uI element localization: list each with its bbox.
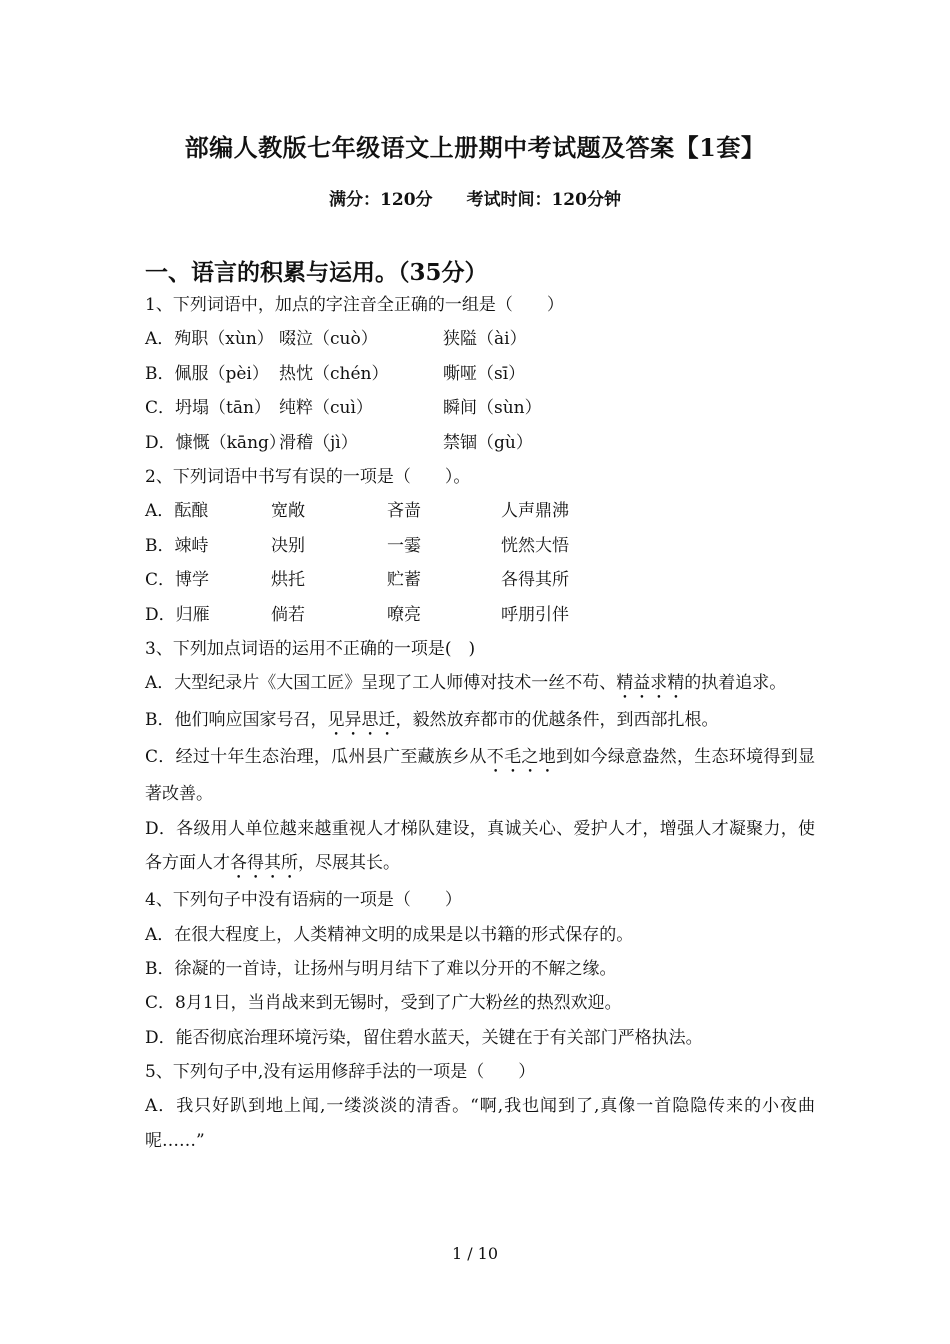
question-4-stem: 4、下列句子中没有语病的一项是（ ） (145, 890, 462, 911)
option-item: 各得其所 (501, 570, 569, 591)
option-item: 一霎 (387, 535, 421, 556)
option-item: 倘若 (271, 604, 305, 625)
question-2-option-c (145, 563, 815, 597)
question-1-stem: 1、下列词语中，加点的字注音全正确的一组是（ ） (145, 295, 564, 315)
option-item: 宽敞 (271, 501, 305, 522)
dotted-word: 不毛之地 (486, 747, 556, 768)
option-item: 禁锢（gù） (443, 432, 533, 453)
option-item: B．佩服（pèi） (145, 363, 269, 384)
question-1-option-d (145, 426, 815, 460)
option-item: 呼朋引伴 (501, 604, 569, 625)
dotted-word: 见异思迁 (327, 710, 396, 731)
question-4-option-a: A．在很大程度上，人类精神文明的成果是以书籍的形式保存的。 (145, 924, 634, 945)
option-item: D．慷慨（kāng） (145, 432, 286, 453)
option-text: A．大型纪录片《大国工匠》呈现了工人师傅对技术一丝不苟、 (145, 673, 617, 694)
option-item: A．酝酿 (145, 501, 209, 522)
option-item: 吝啬 (387, 501, 421, 522)
option-text: ，毅然放弃都市的优越条件，到西部扎根。 (395, 710, 719, 731)
option-item: C．坍塌（tān） (145, 398, 271, 419)
page-title: 部编人教版七年级语文上册期中考试题及答案【1套】 (184, 133, 766, 162)
option-item: 决别 (271, 535, 305, 556)
question-5-option-a: A．我只好趴到地上闻,一缕淡淡的清香。“啊,我也闻到了,真像一首隐隐传来的小夜曲呢……” (145, 1096, 815, 1151)
option-item: B．竦峙 (145, 535, 209, 556)
question-3-stem: 3、下列加点词语的运用不正确的一项是( ) (145, 638, 476, 659)
option-text: C．经过十年生态治理，瓜州县广至藏族乡从 (145, 747, 487, 768)
question-3-option-b (145, 703, 815, 740)
question-2-option-d (145, 598, 815, 632)
section-heading: 一、语言的积累与运用。（35分） (145, 259, 488, 286)
option-item: C．博学 (145, 570, 210, 591)
question-1-option-b (145, 357, 815, 391)
option-text: ，尽展其长。 (298, 853, 400, 874)
option-text: 的执着追求。 (684, 673, 787, 694)
question-1-option-c (145, 391, 815, 425)
option-text: D．各级用人单位越来越重视人才梯队建设，真诚关心、爱护人才，增强人才凝聚力，使各方面人才 (145, 818, 815, 874)
dotted-word: 各得其所 (230, 853, 298, 874)
option-item: 嘹亮 (387, 604, 421, 625)
option-item: 热忱（chén） (279, 363, 389, 384)
dotted-word: 精益求精 (616, 673, 685, 694)
option-text: 到如今绿意盎然，生态环境得到显著改善。 (145, 747, 815, 805)
option-item: 嘶哑（sī） (443, 363, 526, 384)
question-2-stem: 2、下列词语中书写有误的一项是（ ）。 (145, 466, 471, 487)
question-4-option-d: D．能否彻底治理环境污染，留住碧水蓝天，关键在于有关部门严格执法。 (145, 1027, 703, 1048)
option-item: D．归雁 (145, 604, 210, 625)
option-item: A．殉职（xùn） (145, 329, 274, 350)
question-4-option-c: C．8月1日，当肖战来到无锡时，受到了广大粉丝的热烈欢迎。 (145, 993, 622, 1014)
option-item: 贮蓄 (387, 570, 421, 591)
question-3-option-c (145, 740, 815, 811)
question-3-option-d (145, 812, 815, 883)
exam-time: 考试时间：120分钟 (466, 190, 621, 210)
questions (145, 288, 815, 1158)
option-item: 瞬间（sùn） (443, 398, 542, 419)
option-text: B．他们响应国家号召， (145, 710, 328, 731)
option-item: 纯粹（cuì） (279, 398, 373, 419)
question-4-option-b: B．徐凝的一首诗，让扬州与明月结下了难以分开的不解之缘。 (145, 958, 617, 979)
option-item: 滑稽（jì） (279, 432, 358, 453)
question-1-option-a (145, 322, 815, 356)
option-item: 人声鼎沸 (501, 501, 569, 522)
question-3-option-a (145, 666, 815, 703)
exam-info (0, 185, 950, 210)
question-5-stem: 5、下列句子中,没有运用修辞手法的一项是（ ） (145, 1062, 536, 1083)
option-item: 啜泣（cuò） (279, 329, 378, 350)
question-2-option-a (145, 494, 815, 528)
option-item: 烘托 (271, 570, 305, 591)
page-number: 1 / 10 (451, 1244, 499, 1263)
full-score: 满分：120分 (329, 190, 433, 210)
option-item: 恍然大悟 (501, 535, 569, 556)
option-item: 狭隘（ài） (443, 329, 527, 350)
question-2-option-b (145, 529, 815, 563)
